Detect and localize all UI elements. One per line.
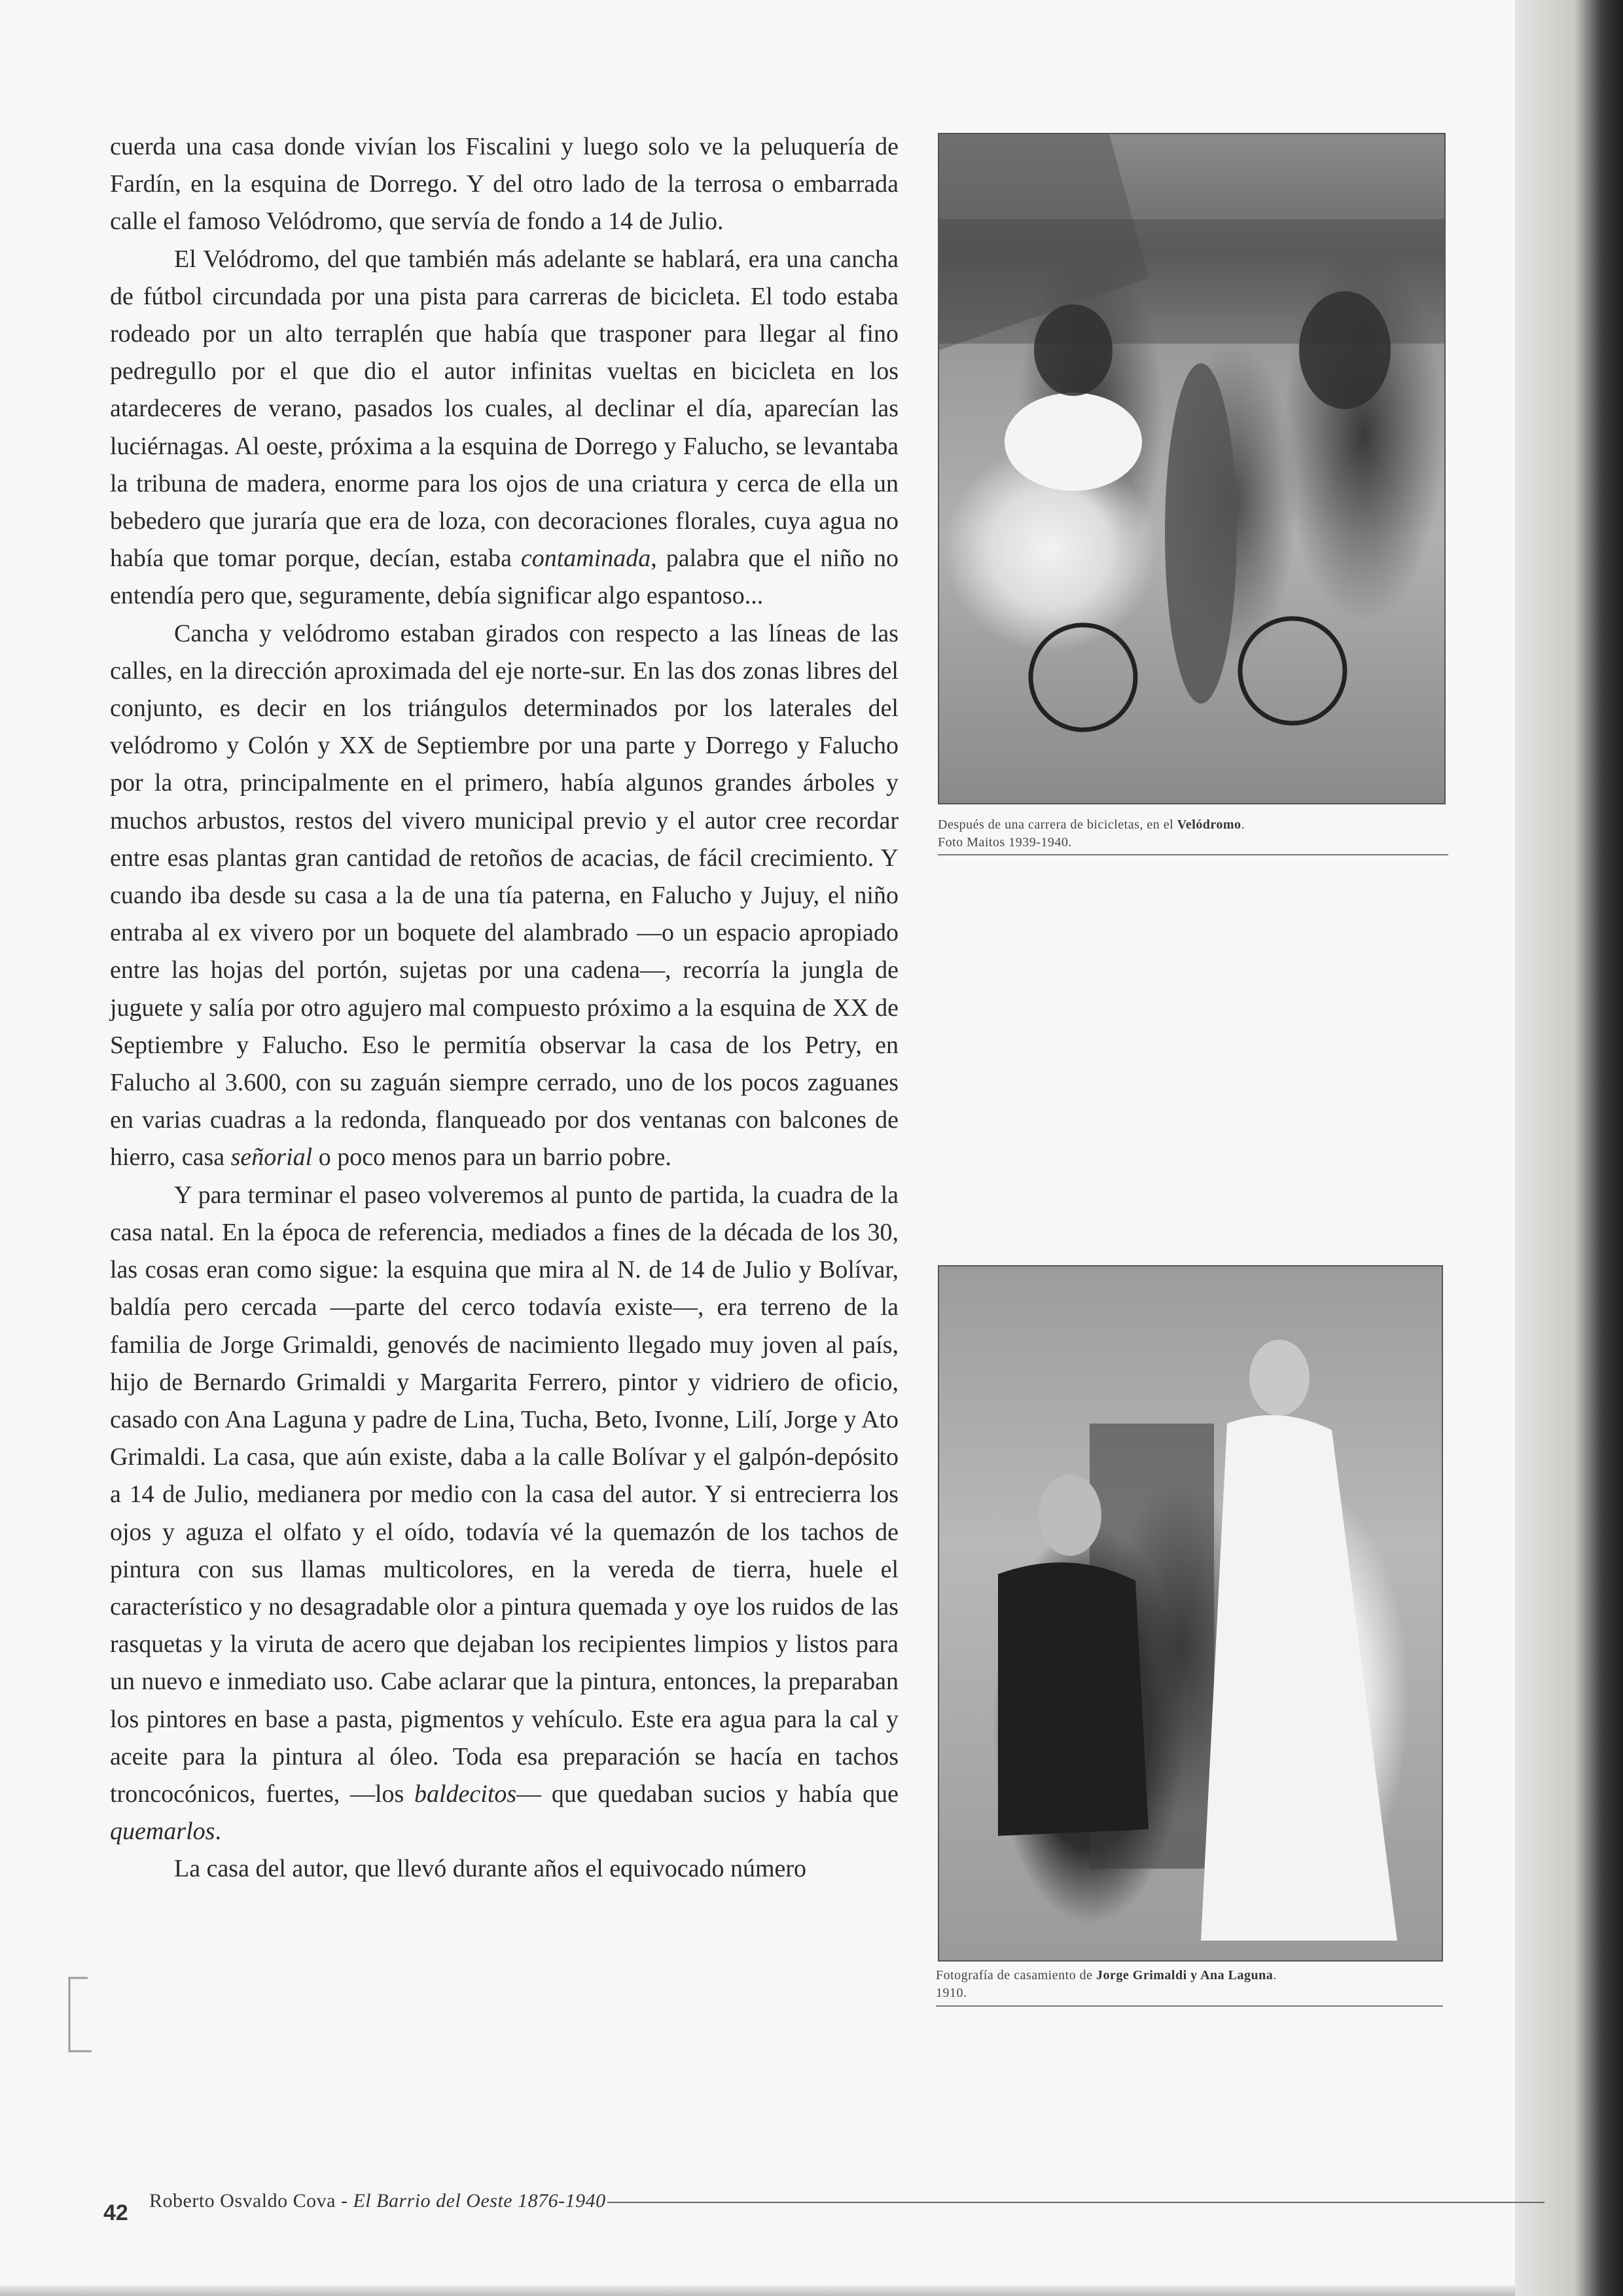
photo1-caption-line2: Foto Maitos 1939-1940. — [938, 835, 1072, 850]
paragraph-4-end: . — [215, 1818, 221, 1846]
footer-rule — [607, 2202, 1544, 2203]
photo2-caption-line2: 1910. — [936, 1986, 967, 2000]
photo1-caption-line1: Después de una carrera de bicicletas, en el Velódromo. — [938, 817, 1245, 832]
paragraph-2 — [110, 241, 899, 615]
photo2-caption-line1: Fotografía de casamiento de Jorge Grimaldi y Ana Laguna. — [936, 1968, 1277, 1982]
wedding-photo-drawing — [939, 1266, 1442, 1960]
wedding-portrait-photo — [938, 1265, 1443, 1962]
cyclists-photo-drawing — [939, 134, 1444, 803]
paragraph-4-mid: — que quedaban sucios y había que — [516, 1780, 899, 1808]
paragraph-3-text: Cancha y velódromo estaban girados con respecto a las líneas de las calles, en la dirección aproximada del eje norte-sur. En las dos zonas libres del conjunto, es decir en los triángulos determinados por los laterales del velódromo y Colón y XX de Septiembre por una parte y Dorrego y Falucho por la otra, principalmente en el primero, había algunos grandes árboles y muchos arbustos, restos del vivero municipal previo y el autor cree recordar entre esas plantas gran cantidad de retoños de acacias, de fácil crecimiento. Y cuando iba desde su casa a la de una tía paterna, en Falucho y Jujuy, el niño entraba al ex vivero por un boquete del alambrado —o un espacio apropiado entre las hojas del portón, sujetas por una cadena—, recorría la jungla de juguete y salía por otro agujero mal compuesto próximo a la esquina de XX de Septiembre y Falucho. Eso le permitía observar la casa de los Petry, en Falucho al 3.600, con su zaguán siempre cerrado, uno de los pocos zaguanes en varias cuadras a la redonda, flanqueado por dos ventanas con balcones de hierro, casa — [110, 619, 899, 1172]
photo1-caption-bold: Velódromo — [1177, 817, 1241, 832]
paragraph-5-text: La casa del autor, que llevó durante años el equivocado número — [174, 1855, 807, 1883]
photo2-caption-rule — [936, 2005, 1443, 2007]
body-text-column — [110, 128, 899, 1888]
photo2-caption — [936, 1967, 1446, 2002]
footer-author: Roberto Osvaldo Cova - — [149, 2190, 353, 2212]
paragraph-5 — [110, 1850, 899, 1888]
photo2-caption-bold: Jorge Grimaldi y Ana Laguna — [1096, 1968, 1274, 1982]
paragraph-4-text: Y para terminar el paseo volveremos al punto de partida, la cuadra de la casa natal. En la época de referencia, mediados a fines de la década de los 30, las cosas eran como sigue: la esquina que mira al N. de 14 de Julio y Bolívar, baldía pero cercada —parte del cerco todavía existe—, era terreno de la familia de Jorge Grimaldi, genovés de nacimiento llegado muy joven al país, hijo de Bernardo Grimaldi y Margarita Ferrero, pintor y vidriero de oficio, casado con Ana Laguna y padre de Lina, Tucha, Beto, Ivonne, Lilí, Jorge y Ato Grimaldi. La casa, que aún existe, daba a la calle Bolívar y el galpón-depósito a 14 de Julio, medianera por medio con la casa del autor. Y si entrecierra los ojos y aguza el olfato y el oído, todavía vé la quemazón de los tachos de pintura con sus llamas multicolores, en la vereda de tierra, huele el característico y no desagradable olor a pintura quemada y oye los ruidos de las rasquetas y la viruta de acero que dejaban los recipientes limpios y listos para un nuevo e inmediato uso. Cabe aclarar que la pintura, entonces, la preparaban los pintores en base a pasta, pigmentos y vehículo. Este era agua para la cal y aceite para la pintura al óleo. Toda esa preparación se hacía en tachos troncocónicos, fuertes, —los — [110, 1181, 899, 1808]
paragraph-3 — [110, 615, 899, 1177]
italic-senorial: señorial — [230, 1143, 313, 1172]
paragraph-4 — [110, 1177, 899, 1851]
margin-bracket-mark — [65, 1975, 93, 2054]
book-page-edge — [1515, 0, 1623, 2296]
photo1-caption-rule — [938, 854, 1448, 855]
paragraph-1 — [110, 128, 899, 241]
italic-baldecitos: baldecitos — [414, 1780, 517, 1808]
paragraph-1-text: cuerda una casa donde vivían los Fiscalini y luego solo ve la peluquería de Fardín, en la esquina de Dorrego. Y del otro lado de la terrosa o embarrada calle el famoso Velódromo, que servía de fondo a 14 de Julio. — [110, 133, 899, 236]
footer-book-title: El Barrio del Oeste 1876-1940 — [353, 2190, 606, 2212]
italic-quemarlos: quemarlos — [110, 1818, 215, 1846]
paragraph-3-end: o poco menos para un barrio pobre. — [312, 1143, 671, 1172]
cyclists-velodrome-photo — [938, 133, 1446, 804]
italic-contaminada: contaminada — [520, 545, 651, 573]
page-bottom-edge — [0, 2286, 1515, 2296]
page-footer — [103, 2190, 1445, 2223]
running-footer — [149, 2190, 606, 2212]
page-number: 42 — [103, 2200, 128, 2225]
paragraph-2-text: El Velódromo, del que también más adelante se hablará, era una cancha de fútbol circundada por una pista para carreras de bicicleta. El todo estaba rodeado por un alto terraplén que había que trasponer para llegar al fino pedregullo por el que dio el autor infinitas vueltas en bicicleta en los atardeceres de verano, pasados los cuales, al declinar el día, aparecían las luciérnagas. Al oeste, próxima a la esquina de Dorrego y Falucho, se levantaba la tribuna de madera, enorme para los ojos de una criatura y cerca de ella un bebedero que juraría que era de loza, con decoraciones florales, cuya agua no había que tomar porque, decían, estaba — [110, 245, 899, 573]
photo1-caption — [938, 816, 1448, 852]
paragraph-2-end: , palabra que el niño no entendía pero que, seguramente, debía significar algo espantoso... — [110, 545, 899, 610]
